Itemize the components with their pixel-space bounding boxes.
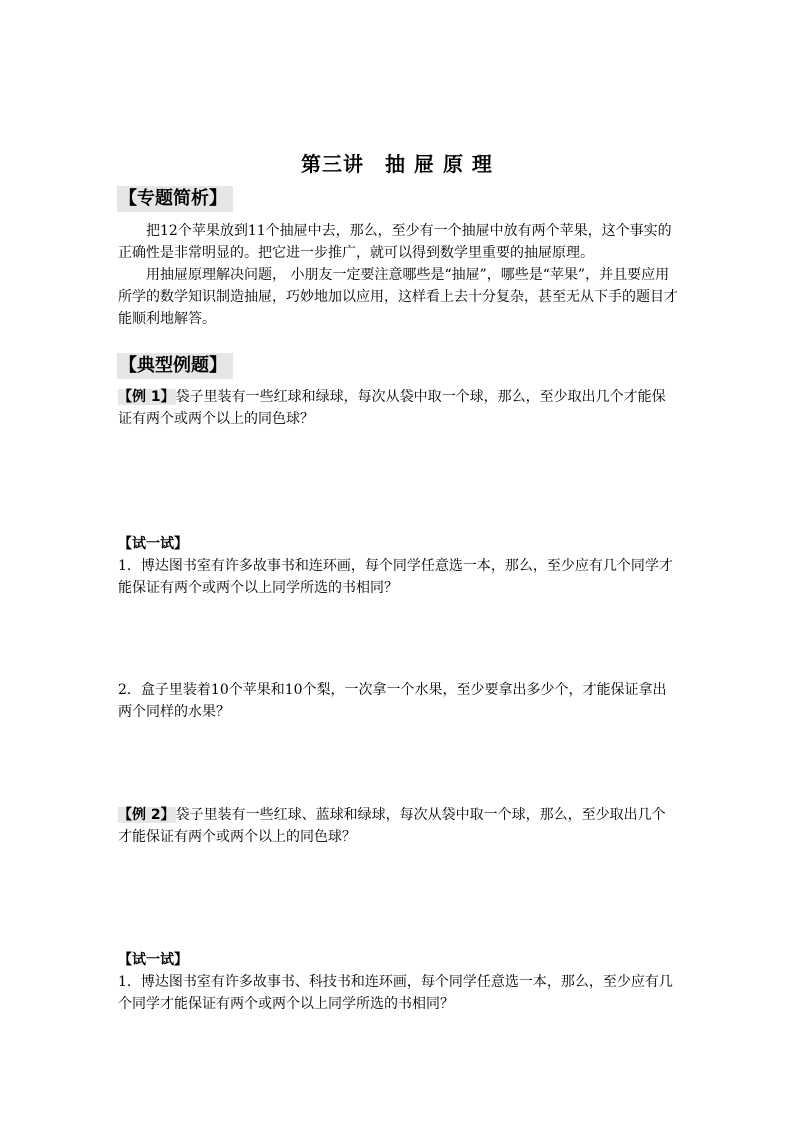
try-1-question-2-block <box>118 679 678 723</box>
try-1-question-1: 1．博达图书室有许多故事书和连环画，每个同学任意选一本，那么，至少应有几个同学才能保证有两个或两个以上同学所选的书相同？ <box>118 558 673 596</box>
try-1-label: 【试一试】 <box>118 536 188 552</box>
try-2 <box>118 949 678 1015</box>
try-1 <box>118 533 678 599</box>
intro-text <box>118 220 678 330</box>
try-1-question-2: 2．盒子里装着10个苹果和10个梨，一次拿一个水果，至少要拿出多少个，才能保证拿出两个同样的水果？ <box>118 682 667 720</box>
page-title: 第三讲 抽 屉 原 理 <box>301 152 493 176</box>
example-2 <box>118 804 678 848</box>
example-2-text: 袋子里装有一些红球、蓝球和绿球，每次从袋中取一个球，那么，至少取出几个才能保证有两个或两个以上的同色球？ <box>118 807 666 845</box>
section-heading-intro: 【专题简析】 <box>117 186 233 212</box>
intro-paragraph-2: 用抽屉原理解决问题， 小朋友一定要注意哪些是“抽屉”，哪些是“苹果”，并且要应用所学的数学知识制造抽屉，巧妙地加以应用，这样看上去十分复杂，甚至无从下手的题目才能顺利地解答。 <box>118 267 678 327</box>
try-2-question-1: 1．博达图书室有许多故事书、科技书和连环画，每个同学任意选一本，那么，至少应有几个同学才能保证有两个或两个以上同学所选的书相同？ <box>118 974 673 1012</box>
example-1-text: 袋子里装有一些红球和绿球，每次从袋中取一个球，那么，至少取出几个才能保证有两个或两个以上的同色球？ <box>118 389 666 427</box>
section-heading-examples: 【典型例题】 <box>117 353 233 379</box>
try-2-label: 【试一试】 <box>118 952 188 968</box>
example-1 <box>118 386 678 430</box>
example-1-label: 【例 1】 <box>118 389 175 405</box>
intro-paragraph-1: 把12个苹果放到11个抽屉中去，那么，至少有一个抽屉中放有两个苹果，这个事实的正确性是非常明显的。把它进一步推广，就可以得到数学里重要的抽屉原理。 <box>118 223 672 261</box>
example-2-label: 【例 2】 <box>118 807 175 823</box>
